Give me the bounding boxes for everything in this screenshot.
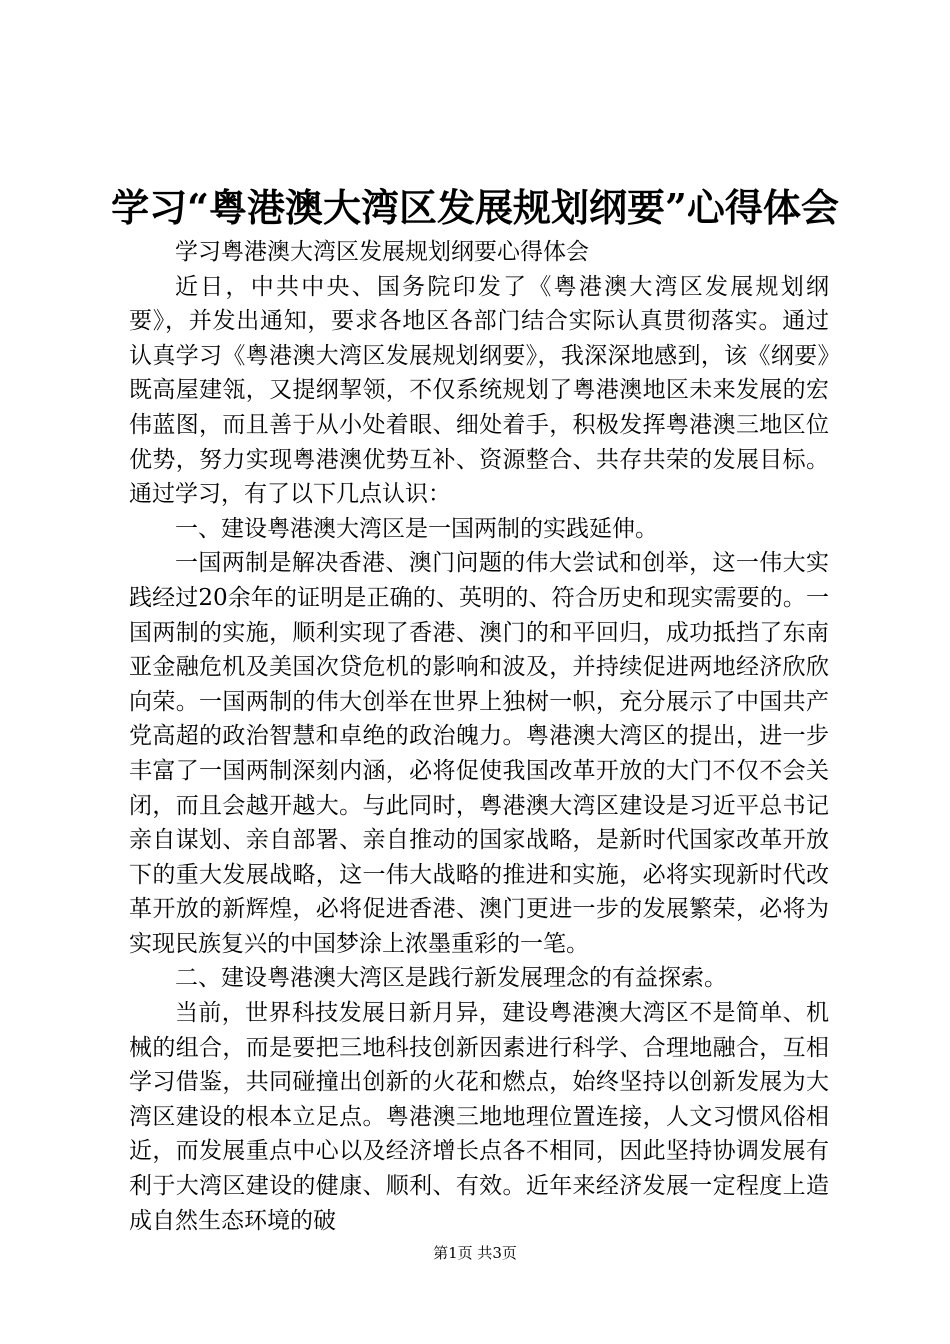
subtitle-paragraph: 学习粤港澳大湾区发展规划纲要心得体会 (175, 239, 589, 265)
section-heading: 一、建设粤港澳大湾区是一国两制的实践延伸。 (175, 515, 658, 542)
document-body (129, 235, 829, 1238)
page-footer: 第1页 共3页 (433, 1244, 517, 1262)
body-paragraph: 一国两制是解决香港、澳门问题的伟大尝试和创举，这一伟大实践经过20余年的证明是正确的、英明的、符合历史和现实需要的。一国两制的实施，顺利实现了香港、澳门的和平回归，成功抵挡了东南亚金融危机及美国次贷危机的影响和波及，并持续促进两地经济欣欣向荣。一国两制的伟大创举在世界上独树一帜，充分展示了中国共产党高超的政治智慧和卓绝的政治魄力。粤港澳大湾区的提出，进一步丰富了一国两制深刻内涵，必将促使我国改革开放的大门不仅不会关闭，而且会越开越大。与此同时，粤港澳大湾区建设是习近平总书记亲自谋划、亲自部署、亲自推动的国家战略，是新时代国家改革开放下的重大发展战略，这一伟大战略的推进和实施，必将实现新时代改革开放的新辉煌，必将促进香港、澳门更进一步的发展繁荣，必将为实现民族复兴的中国梦涂上浓墨重彩的一笔。 (129, 550, 829, 957)
document-title: 学习“粤港澳大湾区发展规划纲要”心得体会 (111, 185, 839, 230)
body-paragraph: 当前，世界科技发展日新月异，建设粤港澳大湾区不是简单、机械的组合，而是要把三地科技创新因素进行科学、合理地融合，互相学习借鉴，共同碰撞出创新的火花和燃点，始终坚持以创新发展为大湾区建设的根本立足点。粤港澳三地地理位置连接，人文习惯风俗相近，而发展重点中心以及经济增长点各不相同，因此坚持协调发展有利于大湾区建设的健康、顺利、有效。近年来经济发展一定程度上造成自然生态环境的破 (129, 1000, 829, 1234)
section-heading: 二、建设粤港澳大湾区是践行新发展理念的有益探索。 (175, 965, 727, 992)
body-paragraph: 近日，中共中央、国务院印发了《粤港澳大湾区发展规划纲要》，并发出通知，要求各地区各部门结合实际认真贯彻落实。通过认真学习《粤港澳大湾区发展规划纲要》，我深深地感到，该《纲要》既高屋建瓴，又提纲挈领，不仅系统规划了粤港澳地区未来发展的宏伟蓝图，而且善于从小处着眼、细处着手，积极发挥粤港澳三地区位优势，努力实现粤港澳优势互补、资源整合、共存共荣的发展目标。通过学习，有了以下几点认识： (129, 273, 829, 508)
